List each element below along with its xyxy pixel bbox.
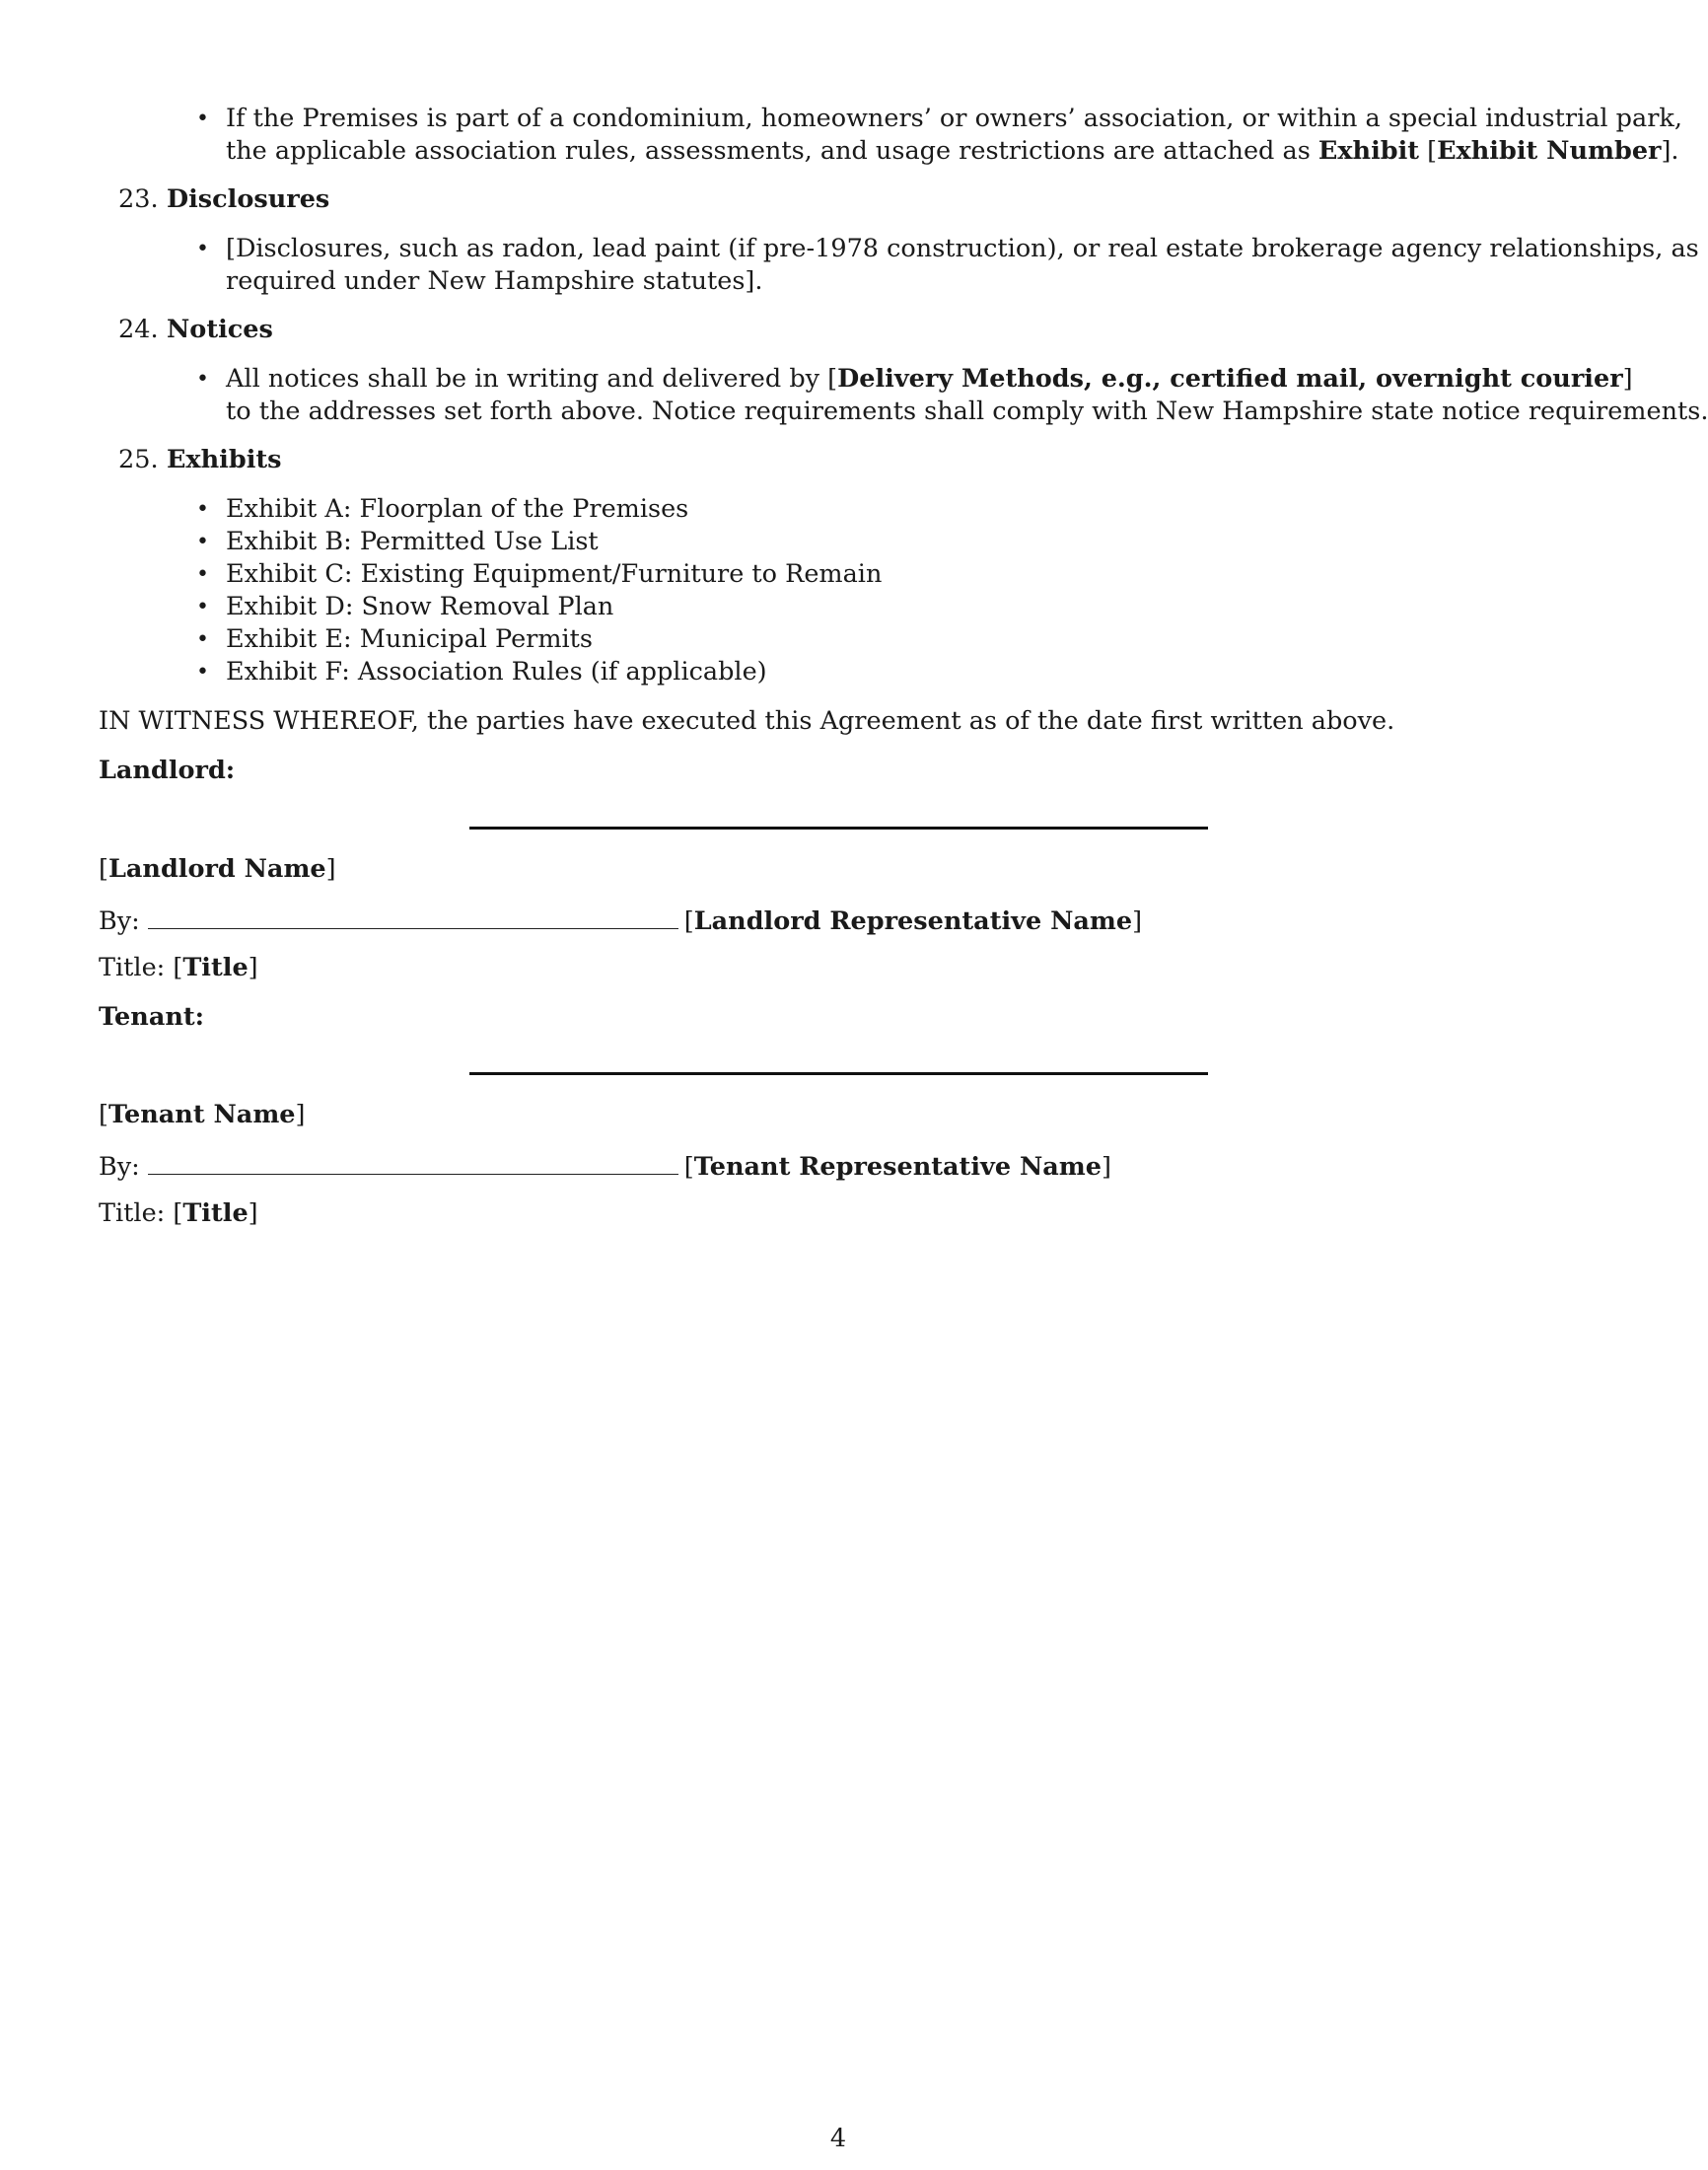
tenant-name: [Tenant Name]: [99, 1100, 306, 1129]
s22-bracket-open: [: [1419, 136, 1438, 166]
s22-line2: [226, 135, 1679, 168]
tenant-by-label: By:: [99, 1152, 140, 1182]
s24-line1-pre: All notices shall be in writing and delivered by [: [226, 364, 838, 394]
landlord-name-text: Landlord Name: [107, 854, 326, 884]
tenant-by-blank: [148, 1148, 678, 1175]
landlord-label: Landlord:: [99, 756, 236, 785]
s23-line2: required under New Hampshire statutes].: [226, 266, 763, 296]
tenant-title-value: Title: [182, 1198, 249, 1228]
bullet-marker: •: [196, 107, 209, 131]
landlord-name: [Landlord Name]: [99, 854, 336, 884]
bullet-marker: •: [196, 562, 209, 587]
s22-line2-pre: the applicable association rules, assessments, and usage restrictions are attached as: [226, 136, 1318, 166]
s22-exhibit-word: Exhibit: [1317, 136, 1420, 166]
tenant-rep-name: Tenant Representative Name: [693, 1152, 1102, 1182]
tenant-title-label: Title:: [99, 1198, 166, 1228]
page-number: 4: [829, 2124, 847, 2153]
landlord-by-blank: [148, 903, 678, 929]
s22-line1: If the Premises is part of a condominium, homeowners’ or owners’ association, or within a special industrial park,: [226, 104, 1682, 133]
bullet-marker: •: [196, 595, 209, 619]
exhibit-list-item: Exhibit C: Existing Equipment/Furniture to Remain: [226, 559, 883, 589]
s25-heading: Exhibits: [167, 445, 282, 474]
s24-number: 24.: [118, 315, 159, 344]
exhibit-list-item: Exhibit F: Association Rules (if applicable): [226, 657, 767, 687]
s24-heading: Notices: [167, 315, 273, 344]
exhibit-list-item: Exhibit B: Permitted Use List: [226, 527, 599, 556]
landlord-rep-name: Landlord Representative Name: [693, 906, 1133, 936]
landlord-signature-line: [469, 827, 1208, 830]
exhibit-list-item: Exhibit E: Municipal Permits: [226, 624, 594, 654]
s24-line2: to the addresses set forth above. Notice requirements shall comply with New Hampshire state notice requirements.: [226, 397, 1708, 426]
exhibit-list-item: Exhibit A: Floorplan of the Premises: [226, 494, 689, 524]
s24-delivery-methods: Delivery Methods, e.g., certified mail, overnight courier: [837, 364, 1623, 394]
s23-heading: Disclosures: [167, 184, 330, 214]
tenant-by-row: By: [Tenant Representative Name]: [99, 1148, 1111, 1184]
bullet-marker: •: [196, 237, 209, 261]
s24-line1-post: ]: [1622, 364, 1633, 394]
s23-number: 23.: [118, 184, 159, 214]
bullet-marker: •: [196, 530, 209, 554]
s22-line2-post: ].: [1661, 136, 1679, 166]
tenant-label: Tenant:: [99, 1002, 205, 1032]
landlord-title-label: Title:: [99, 953, 166, 982]
landlord-by-label: By:: [99, 906, 140, 936]
tenant-title-row: Title: [Title]: [99, 1198, 258, 1228]
tenant-name-text: Tenant Name: [107, 1100, 296, 1129]
tenant-signature-line: [469, 1072, 1208, 1075]
witness-clause: IN WITNESS WHEREOF, the parties have executed this Agreement as of the date first written above.: [99, 706, 1395, 736]
s25-number: 25.: [118, 445, 159, 474]
s24-line1: [226, 363, 1633, 396]
s22-exhibit-number: Exhibit Number: [1437, 136, 1662, 166]
bullet-marker: •: [196, 627, 209, 652]
exhibit-list-item: Exhibit D: Snow Removal Plan: [226, 592, 614, 621]
bullet-marker: •: [196, 497, 209, 522]
bullet-marker: •: [196, 660, 209, 685]
landlord-title-row: Title: [Title]: [99, 953, 258, 982]
bullet-marker: •: [196, 367, 209, 392]
landlord-title-value: Title: [182, 953, 249, 982]
s23-line1: [Disclosures, such as radon, lead paint (if pre-1978 construction), or real estate brokerage agency relationships, as: [226, 234, 1699, 263]
landlord-by-row: By: [Landlord Representative Name]: [99, 903, 1142, 938]
